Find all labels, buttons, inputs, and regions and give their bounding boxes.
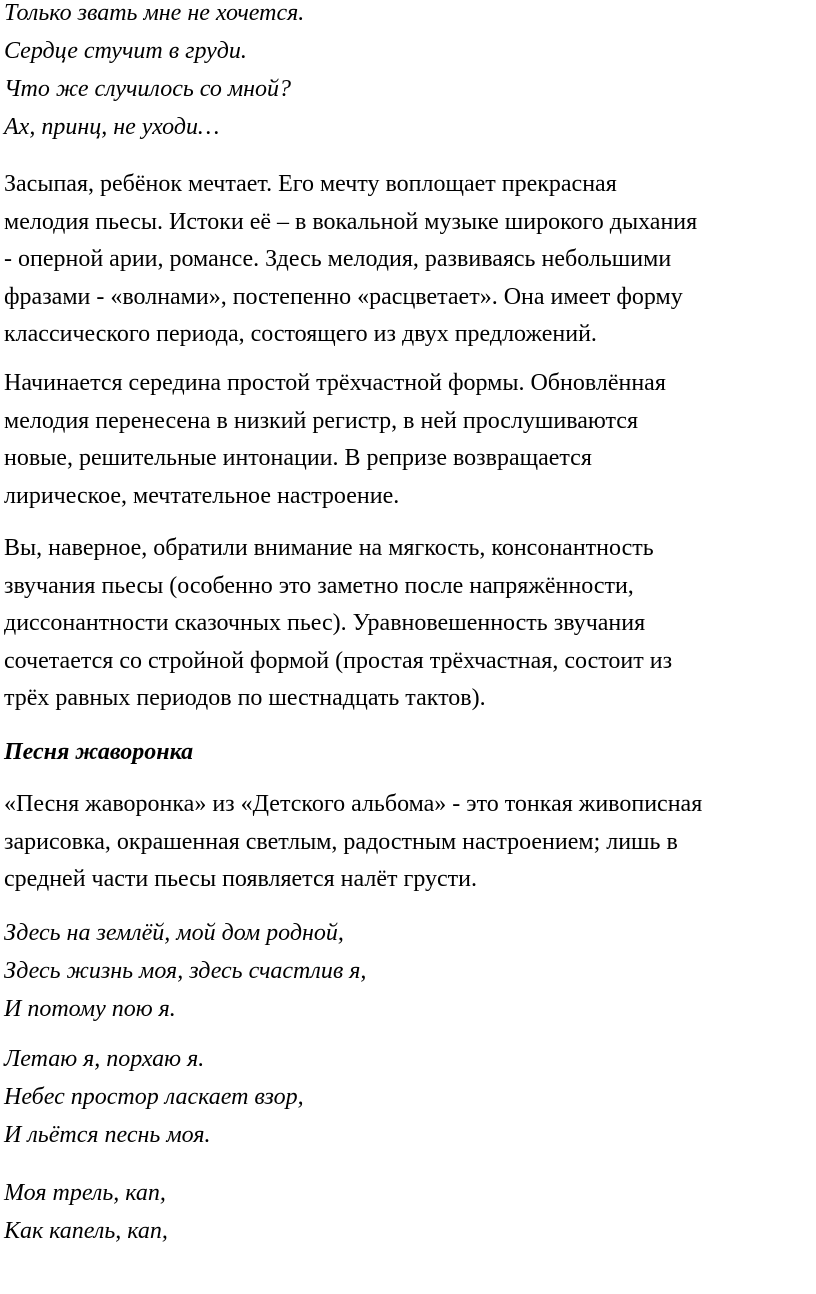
poem-line: Здесь на землёй, мой дом родной,: [4, 920, 344, 946]
poem-line: Летаю я, порхаю я.: [4, 1046, 205, 1072]
paragraph-line: - оперной арии, романсе. Здесь мелодия, развиваясь небольшими: [4, 246, 672, 272]
paragraph-line: сочетается со стройной формой (простая трёхчастная, состоит из: [4, 647, 673, 674]
paragraph-line: мелодия перенесена в низкий регистр, в ней прослушиваются: [4, 407, 638, 434]
poem-stanza: [4, 1174, 168, 1250]
paragraph-line: «Песня жаворонка» из «Детского альбома» - это тонкая живописная: [4, 791, 703, 817]
poem-stanza: [4, 1040, 304, 1154]
poem-line: Как капель, кап,: [4, 1218, 168, 1244]
paragraph-line: диссонантности сказочных пьес). Уравновешенность звучания: [4, 610, 646, 636]
paragraph-line: зарисовка, окрашенная светлым, радостным настроением; лишь в: [4, 828, 678, 855]
paragraph-line: средней части пьесы появляется налёт грусти.: [4, 866, 477, 892]
poem-line: Только звать мне не хочется.: [4, 0, 305, 26]
paragraph-line: мелодия пьесы. Истоки её – в вокальной музыке широкого дыхания: [4, 208, 698, 235]
paragraph-line: Вы, наверное, обратили внимание на мягкость, консонантность: [4, 535, 654, 561]
paragraph-line: лирическое, мечтательное настроение.: [4, 482, 400, 509]
poem-line: И льётся песнь моя.: [4, 1122, 211, 1148]
poem-line: Ах, принц, не уходи…: [4, 114, 220, 140]
paragraph-line: звучания пьесы (особенно это заметно после напряжённости,: [4, 572, 634, 599]
poem-stanza: [4, 914, 366, 1028]
poem-line: Моя трель, кап,: [4, 1180, 166, 1206]
paragraph-line: фразами - «волнами», постепенно «расцветает». Она имеет форму: [4, 283, 683, 310]
body-paragraph: [4, 365, 666, 515]
poem-line: Сердце стучит в груди.: [4, 38, 247, 64]
body-paragraph: [4, 786, 702, 899]
section-heading: Песня жаворонка: [4, 739, 194, 765]
body-paragraph: [4, 530, 672, 718]
poem-line: Здесь жизнь моя, здесь счастлив я,: [4, 958, 367, 984]
paragraph-line: Начинается середина простой трёхчастной формы. Обновлённая: [4, 370, 666, 396]
paragraph-line: классического периода, состоящего из двух предложений.: [4, 321, 597, 347]
poem-stanza: [4, 0, 304, 146]
paragraph-line: Засыпая, ребёнок мечтает. Его мечту воплощает прекрасная: [4, 171, 617, 197]
poem-line: Что же случилось со мной?: [4, 76, 292, 102]
poem-line: И потому пою я.: [4, 996, 176, 1022]
body-paragraph: [4, 166, 697, 354]
paragraph-line: новые, решительные интонации. В репризе возвращается: [4, 445, 592, 471]
paragraph-line: трёх равных периодов по шестнадцать тактов).: [4, 685, 486, 711]
poem-line: Небес простор ласкает взор,: [4, 1084, 304, 1110]
